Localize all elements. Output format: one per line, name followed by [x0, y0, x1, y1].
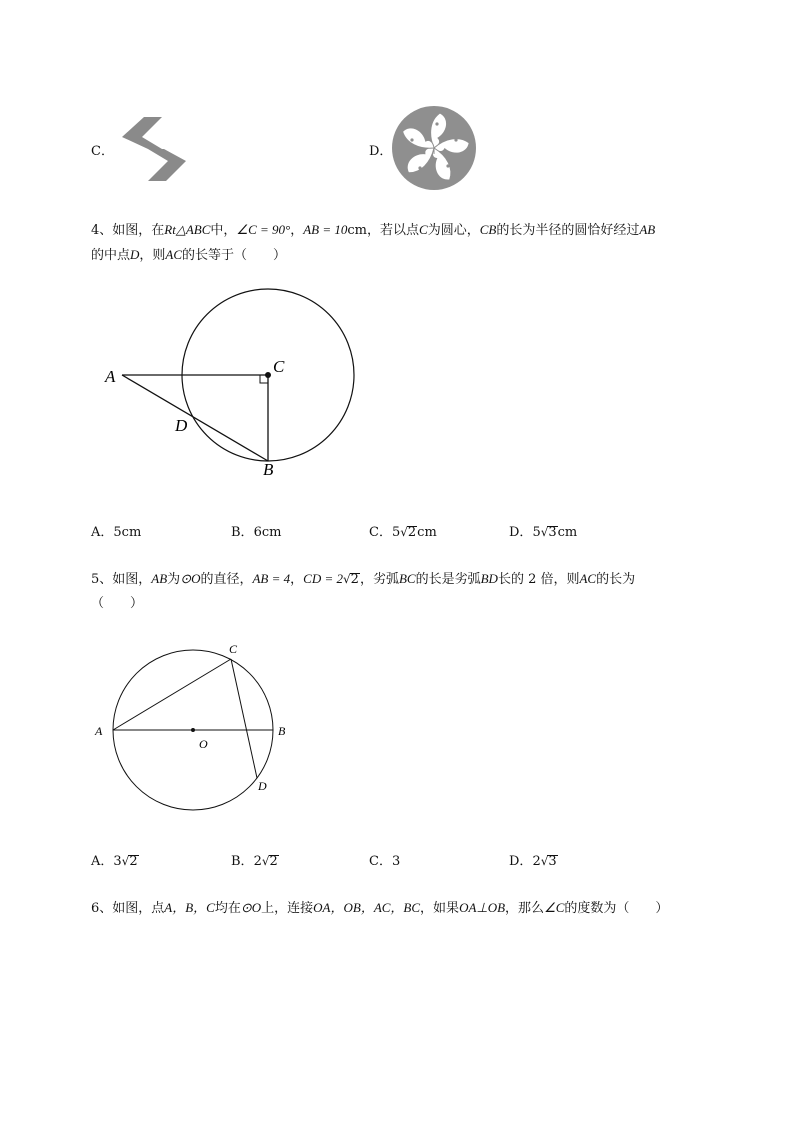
- q4-label-a: A: [105, 367, 116, 386]
- q5-stem-line1: 5、如图，AB为⊙O的直径，AB = 4，CD = 2√2，劣弧BC的长是劣弧BD长的 2 倍，则AC的长为: [91, 571, 636, 587]
- q5-label-c: C: [229, 642, 238, 656]
- q3-option-d-label: D．: [369, 144, 393, 159]
- q5-option-c: C．3: [369, 854, 401, 869]
- q5-option-a: A．3√2: [91, 854, 138, 869]
- q5-stem-line2: （ ）: [91, 596, 144, 611]
- q3-option-c-label: C．: [91, 144, 114, 159]
- q4-figure: [95, 285, 365, 480]
- q5-option-b: B．2√2: [231, 854, 278, 869]
- q5-segment-ac: [113, 659, 231, 730]
- q4-segment-ab: [122, 375, 268, 461]
- q4-label-b: B: [263, 460, 274, 479]
- q5-label-o: O: [199, 737, 208, 751]
- q4-stem-line2: 的中点D，则AC的长等于（ ）: [91, 247, 287, 263]
- bauhinia-flower-emblem-icon: [390, 104, 478, 192]
- q5-center-o: [191, 728, 195, 732]
- q4-option-d: D．5√3cm: [509, 525, 578, 540]
- q4-label-c: C: [273, 357, 285, 376]
- q6-stem: 6、如图，点A，B，C均在⊙O上，连接OA，OB，AC，BC，如果OA⊥OB，那么∠C的度数为（ ）: [91, 900, 669, 916]
- q5-option-d: D．2√3: [509, 854, 557, 869]
- q5-label-d: D: [258, 779, 267, 793]
- q5-label-a: A: [95, 724, 103, 738]
- q4-point-c: [265, 372, 271, 378]
- q4-option-b: B．6cm: [231, 525, 282, 540]
- q4-stem-line1: 4、如图，在Rt△ABC中，∠C = 90°，AB = 10cm，若以点C为圆心，CB的长为半径的圆恰好经过AB: [91, 222, 656, 238]
- q4-option-a: A．5cm: [91, 525, 142, 540]
- q4-label-d: D: [175, 416, 188, 435]
- q5-figure: [90, 638, 300, 818]
- q5-label-b: B: [278, 724, 286, 738]
- suzuki-s-logo-icon: [118, 115, 190, 183]
- q4-option-c: C．5√2cm: [369, 525, 437, 540]
